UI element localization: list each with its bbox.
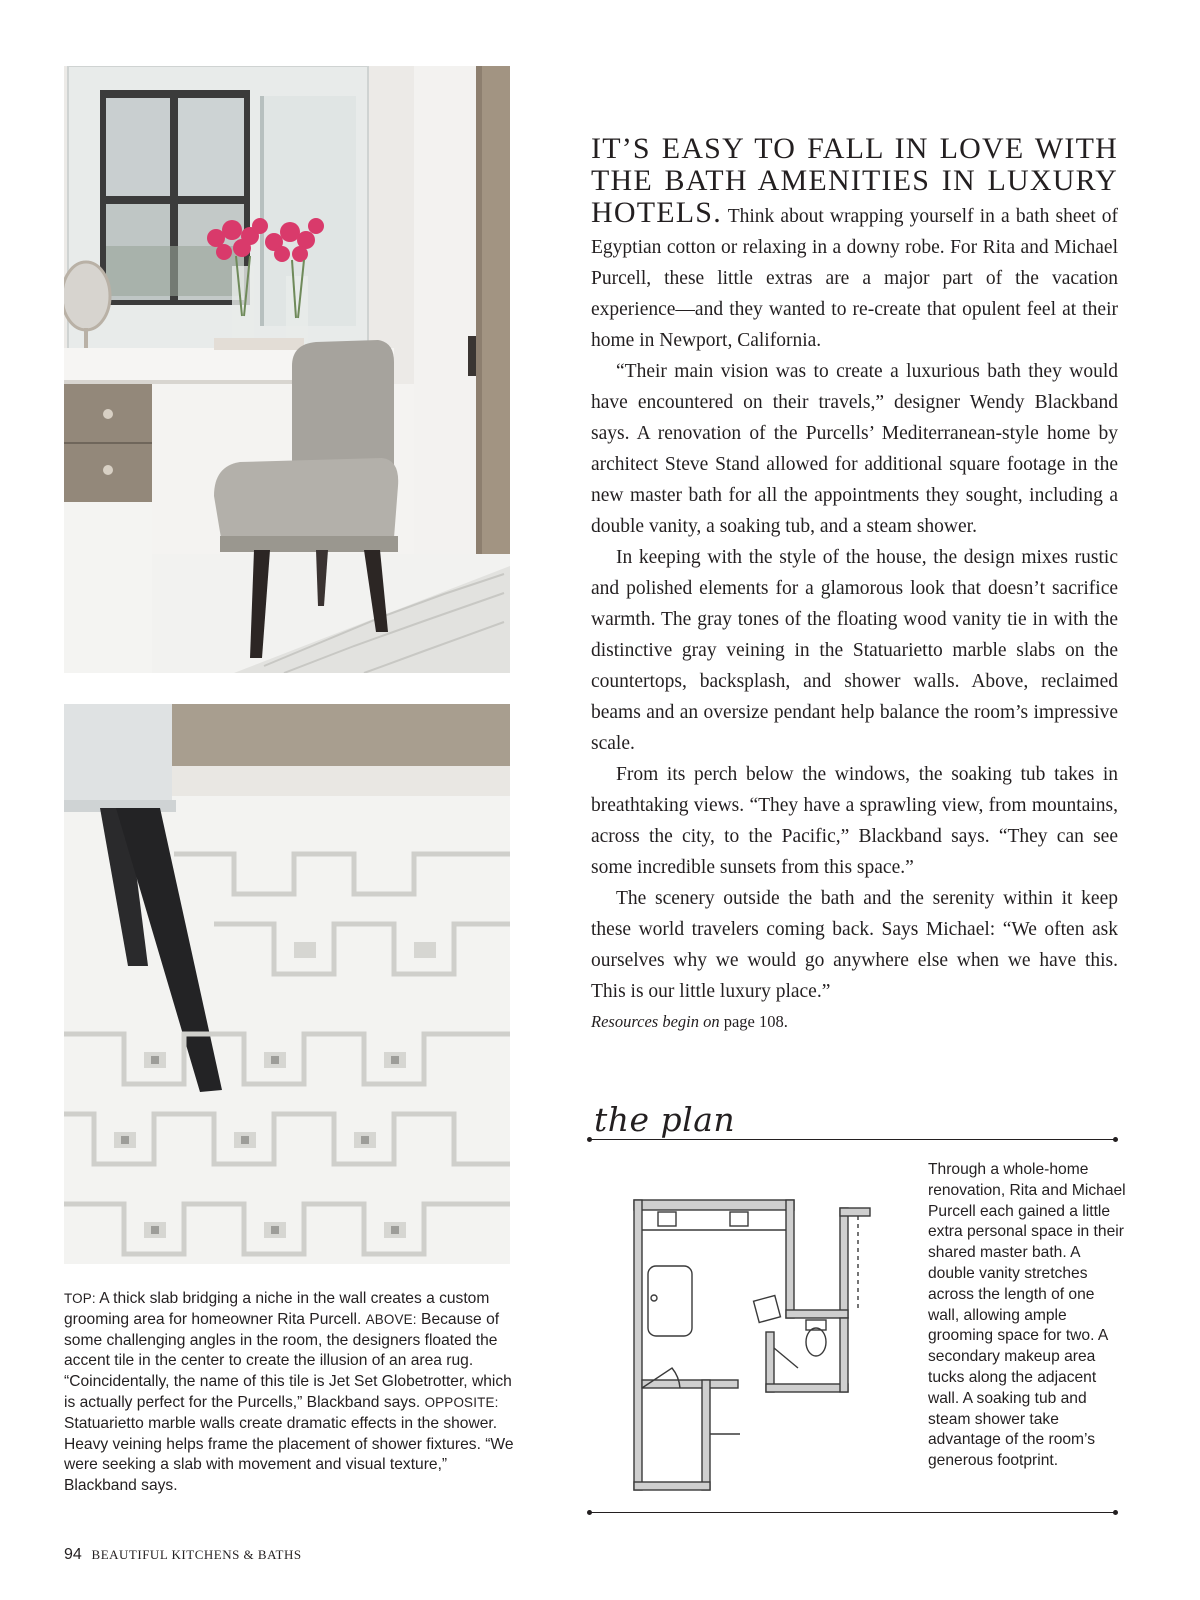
paragraph-1-text: Think about wrapping yourself in a bath sheet of Egyptian cotton or relaxing in a downy robe. For Rita and Michael Purcell, these little extras are a major part of the vacation experience—and they wanted to re-create that opulent feel at their home in Newport, California. <box>591 206 1118 351</box>
plan-rule-top-dot-left <box>587 1137 592 1142</box>
photo-makeup-vanity <box>64 66 510 673</box>
photo-caption <box>64 1289 516 1497</box>
article-paragraph-5: The scenery outside the bath and the serenity within it keep these world travelers coming back. Says Michael: “We often ask ourselves why we would go anywhere else when we have this. This is our little luxury place.” <box>591 888 1118 1002</box>
lead-line-2: THE BATH AMENITIES IN LUXURY <box>591 164 1118 197</box>
caption-above-label: ABOVE: <box>365 1311 417 1327</box>
caption-above-text: Because of some challenging angles in the room, the designers floated the accent tile in the center to create the illusion of an area rug. “Coincidentally, the name of this tile is Jet Set Globetrotter, which is actually perfect for the Purcells,” Blackband says. <box>64 1310 512 1411</box>
caption-top-text: A thick slab bridging a niche in the wall creates a custom grooming area for homeowner Rita Purcell. <box>64 1290 490 1328</box>
plan-rule-top-dot-right <box>1113 1137 1118 1142</box>
caption-top-label: TOP: <box>64 1291 96 1306</box>
lead-line-3: HOTELS. <box>591 196 722 229</box>
magazine-title: BEAUTIFUL KITCHENS & BATHS <box>91 1547 302 1562</box>
plan-title: the plan <box>594 1100 736 1139</box>
article-paragraph-2: “Their main vision was to create a luxurious bath they would have encountered on their travels,” designer Wendy Blackband says. A renovation of the Purcells’ Mediterranean-style home by architect Steve Stand allowed for additional square footage in the new master bath for all the appointments they sought, including a double vanity, a soaking tub, and a steam shower. <box>591 361 1118 537</box>
article-paragraph-3: In keeping with the style of the house, the design mixes rustic and polished elements for a glamorous look that doesn’t sacrifice warmth. The gray tones of the floating wood vanity tie in with the distinctive gray veining in the Statuarietto marble slabs on the countertops, backsplash, and shower walls. Above, reclaimed beams and an oversize pendant help balance the room’s impressive scale. <box>591 547 1118 754</box>
plan-description: Through a whole-home renovation, Rita and Michael Purcell each gained a little extra personal space in their shared master bath. A double vanity stretches across the length of one wall, allowing ample grooming space for two. A secondary makeup area tucks along the adjacent wall. A soaking tub and steam shower take advantage of the room’s generous footprint. <box>928 1161 1126 1470</box>
article-body <box>591 133 1118 1035</box>
resources-label: Resources begin on <box>591 1012 720 1031</box>
caption-opposite-label: OPPOSITE: <box>424 1394 499 1410</box>
page-number: 94 <box>64 1546 82 1563</box>
resources-page: page 108. <box>723 1012 788 1031</box>
plan-rule-bottom-dot-right <box>1113 1510 1118 1515</box>
article-paragraph-4: From its perch below the windows, the soaking tub takes in breathtaking views. “They have a sprawling view, from mountains, across the city, to the Pacific,” Blackband says. “They can see some incredible sunsets from this space.” <box>591 764 1118 878</box>
plan-rule-top <box>590 1139 1116 1140</box>
floor-plan-drawing <box>590 1172 890 1502</box>
plan-rule-bottom <box>590 1512 1116 1513</box>
caption-opposite-text: Statuarietto marble walls create dramatic effects in the shower. Heavy veining helps frame the placement of shower fixtures. “We were seeking a slab with movement and visual texture,” Blackband says. <box>64 1414 514 1495</box>
lead-line-1: IT’S EASY TO FALL IN LOVE WITH <box>591 132 1118 165</box>
article-paragraph-1 <box>591 133 1118 356</box>
page-folio <box>64 1546 302 1564</box>
photo-tile-floor <box>64 704 510 1264</box>
resources-note <box>591 1009 1118 1035</box>
plan-rule-bottom-dot-left <box>587 1510 592 1515</box>
